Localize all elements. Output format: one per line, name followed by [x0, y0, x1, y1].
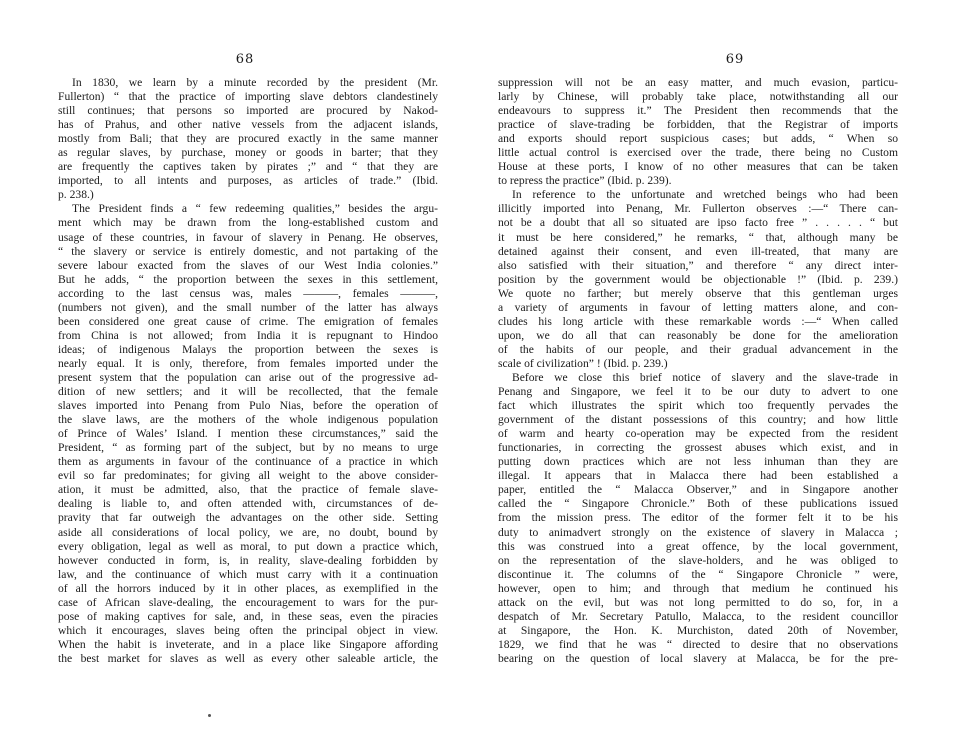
text-line: has of Prahus, and other native vessels from the adjacent islands, — [58, 118, 438, 132]
page-number: 69 — [725, 52, 745, 67]
text-line: bearing on the question of local slavery at Malacca, be for the pre- — [498, 651, 898, 665]
text-line: of warm and hearty co-operation may be expected from the resident — [498, 427, 898, 441]
text-line: illicitly imported into Penang, Mr. Fullerton observes :—“ There can- — [498, 202, 898, 216]
text-line: from the mission press. The editor of the former felt it to be his — [498, 511, 898, 525]
text-line: every obligation, legal as well as moral, to put down a practice which, — [58, 539, 438, 553]
text-line: law, and the continuance of which must carry with it a continuation — [58, 567, 438, 581]
text-line: position by the government would be objectionable !” (Ibid. p. 239.) — [498, 272, 898, 286]
text-line: paper, entitled the “ Malacca Observer,” and in Singapore another — [498, 483, 898, 497]
text-line: (numbers not given), and the small number of the latter has always — [58, 300, 438, 314]
text-line: fact which illustrates the spirit which too frequently pervades the — [498, 399, 898, 413]
text-line: pose of making captives for sale, and, in these seas, even the piracies — [58, 609, 438, 623]
text-line: We quote no farther; but merely observe that this gentleman urges — [498, 286, 898, 300]
text-line: detained against their consent, and even ill-treated, that many are — [498, 244, 898, 258]
text-line: scale of civilization” ! (Ibid. p. 239.) — [498, 356, 668, 370]
text-line: dealing is liable to, and often attended with, circumstances of de- — [58, 497, 438, 511]
text-line: and exports should report suspicious cases; but adds, “ When so — [498, 132, 898, 146]
text-line: also satisfied with their situation,” and therefore “ any direct inter- — [498, 258, 898, 272]
text-line: pravity that far outweigh the advantages on the other side. Setting — [58, 511, 438, 525]
text-line: ideas; of indigenous Malays the proportion between the sexes is — [58, 342, 438, 356]
text-line: despatch of Mr. Secretary Patullo, Malacca, to the resident councillor — [498, 609, 898, 623]
text-line: from China is not allowed; from India it is repugnant to Hindoo — [58, 328, 438, 342]
text-line: severe labour exacted from the slaves of our West India colonies.” — [58, 258, 438, 272]
text-line: as regular slaves, by purchase, money or goods in barter; that they — [58, 146, 438, 160]
text-line: functionaries, in correcting the grossest abuses which exist, and in — [498, 441, 898, 455]
text-line: not be a doubt that all so situated are ipso facto free ” . . . . . “ but — [498, 216, 898, 230]
text-line: usage of these countries, in favour of slavery in Penang. He observes, — [58, 230, 438, 244]
text-line: The President finds a “ few redeeming qualities,” besides the argu- — [72, 202, 438, 216]
text-line: putting down practices which are not less inhuman than they are — [498, 455, 898, 469]
text-line: Before we close this brief notice of slavery and the slave-trade in — [512, 370, 898, 384]
text-line: practice of slave-trading be forbidden, that the Registrar of imports — [498, 118, 898, 132]
text-line: been considered one great cause of crime. The emigration of females — [58, 314, 438, 328]
text-line: President, “ as forming part of the subject, but by no means to urge — [58, 441, 438, 455]
text-line: suppression will not be an easy matter, and much evasion, particu- — [498, 76, 898, 89]
text-line: But he adds, “ the proportion between the sexes in this settlement, — [58, 272, 438, 286]
text-line: evil so far predominates; for giving all weight to the above consider- — [58, 469, 438, 483]
text-line: the slave laws, are the mothers of the whole indigenous population — [58, 413, 438, 427]
page-number: 68 — [235, 52, 255, 67]
text-line: Fullerton) “ that the practice of importing slave debtors clandestinely — [58, 90, 438, 104]
text-line: to repress the practice” (Ibid. p. 239). — [498, 174, 672, 188]
text-line: this was construed into a great offence, by the local government, — [498, 539, 898, 553]
text-line: nearly equal. It is only, therefore, from females imported under the — [58, 356, 438, 370]
text-line: of all the horrors induced by it in other places, as exemplified in the — [58, 581, 438, 595]
text-line: of Prince of Wales’ Island. I mention these circumstances,” said the — [58, 427, 438, 441]
text-line: a variety of arguments in favour of letting matters alone, and con- — [498, 300, 898, 314]
text-line: however, open to him; and through that medium he continued his — [498, 581, 898, 595]
text-line: imported, to all intents and purposes, as articles of trade.” (Ibid. — [58, 174, 438, 188]
text-line: “ the slavery or service is entirely domestic, and not partaking of the — [58, 244, 438, 258]
text-line: 1829, we find that he was “ directed to desire that no observations — [498, 637, 898, 651]
text-line: Penang and Singapore, we feel it to be our duty to advert to one — [498, 385, 898, 399]
text-line: still continues; that persons so imported are procured by Nakod- — [58, 104, 438, 118]
text-line: ment which may be drawn from the long-established custom and — [58, 216, 438, 230]
text-line: endeavours to suppress it.” The President then recommends that the — [498, 104, 898, 118]
text-line: government of the distant possessions of this country; and how little — [498, 413, 898, 427]
text-line: however conducted in form, is, in reality, slave-dealing forbidden by — [58, 553, 438, 567]
text-line: larly by Chinese, will probably take place, notwithstanding all our — [498, 90, 898, 104]
page-body-text — [58, 76, 438, 666]
text-line: cludes his long article with these remarkable words :—“ When called — [498, 314, 898, 328]
text-line: it must be here considered,” he remarks, “ that, although many be — [498, 230, 898, 244]
text-line: attack on the evil, but was not long permitted to do so, for, in a — [498, 595, 898, 609]
text-line: case of African slave-dealing, the encouragement to wars for the pur- — [58, 595, 438, 609]
text-line: aside all considerations of local policy, we are, no doubt, bound by — [58, 525, 438, 539]
page-body-text — [498, 76, 898, 666]
text-line: of the habits of our people, and their gradual advancement in the — [498, 342, 898, 356]
ink-speck — [208, 714, 211, 717]
text-line: at Singapore, the Hon. K. Murchiston, dated 20th of November, — [498, 623, 898, 637]
text-line: duty to animadvert strongly on the existence of slavery in Malacca ; — [498, 525, 898, 539]
text-line: ation, it must be admitted, also, that the practice of female slave- — [58, 483, 438, 497]
text-line: them as arguments in favour of the continuance of a practice in which — [58, 455, 438, 469]
text-line: the best market for slaves as well as every other saleable article, the — [58, 651, 438, 665]
text-line: illegal. It appears that in Malacca there had been established a — [498, 469, 898, 483]
text-line: upon, we do all that can reasonably be done for the amelioration — [498, 328, 898, 342]
text-line: dition of new settlers; and it will be recollected, that the female — [58, 385, 438, 399]
text-line: called the “ Singapore Chronicle.” Both of these publications issued — [498, 497, 898, 511]
text-line: p. 238.) — [58, 188, 94, 202]
text-line: little actual control is exercised over the trade, there being no Custom — [498, 146, 898, 160]
text-line: In 1830, we learn by a minute recorded by the president (Mr. — [72, 76, 438, 89]
text-line: are frequently the captives taken by pirates ;” and “ that they are — [58, 160, 438, 174]
text-line: according to the last census was, males ———, females ———, — [58, 286, 438, 300]
text-line: When the habit is inveterate, and in a place like Singapore affording — [58, 637, 438, 651]
text-line: discontinue it. The columns of the “ Singapore Chronicle ” were, — [498, 567, 898, 581]
text-line: present system that the population can arise out of the progressive ad- — [58, 370, 438, 384]
text-line: on the representation of the slave-holders, and he was obliged to — [498, 553, 898, 567]
right-page — [490, 0, 980, 741]
text-line: slaves imported into Penang from Pulo Nias, before the operation of — [58, 399, 438, 413]
text-line: In reference to the unfortunate and wretched beings who had been — [512, 188, 898, 202]
text-line: which it encourages, slaves being often the principal object in view. — [58, 623, 438, 637]
text-line: House at these ports, I know of no other measures that can be taken — [498, 160, 898, 174]
text-line: mostly from Bali; that they are procured exactly in the same manner — [58, 132, 438, 146]
